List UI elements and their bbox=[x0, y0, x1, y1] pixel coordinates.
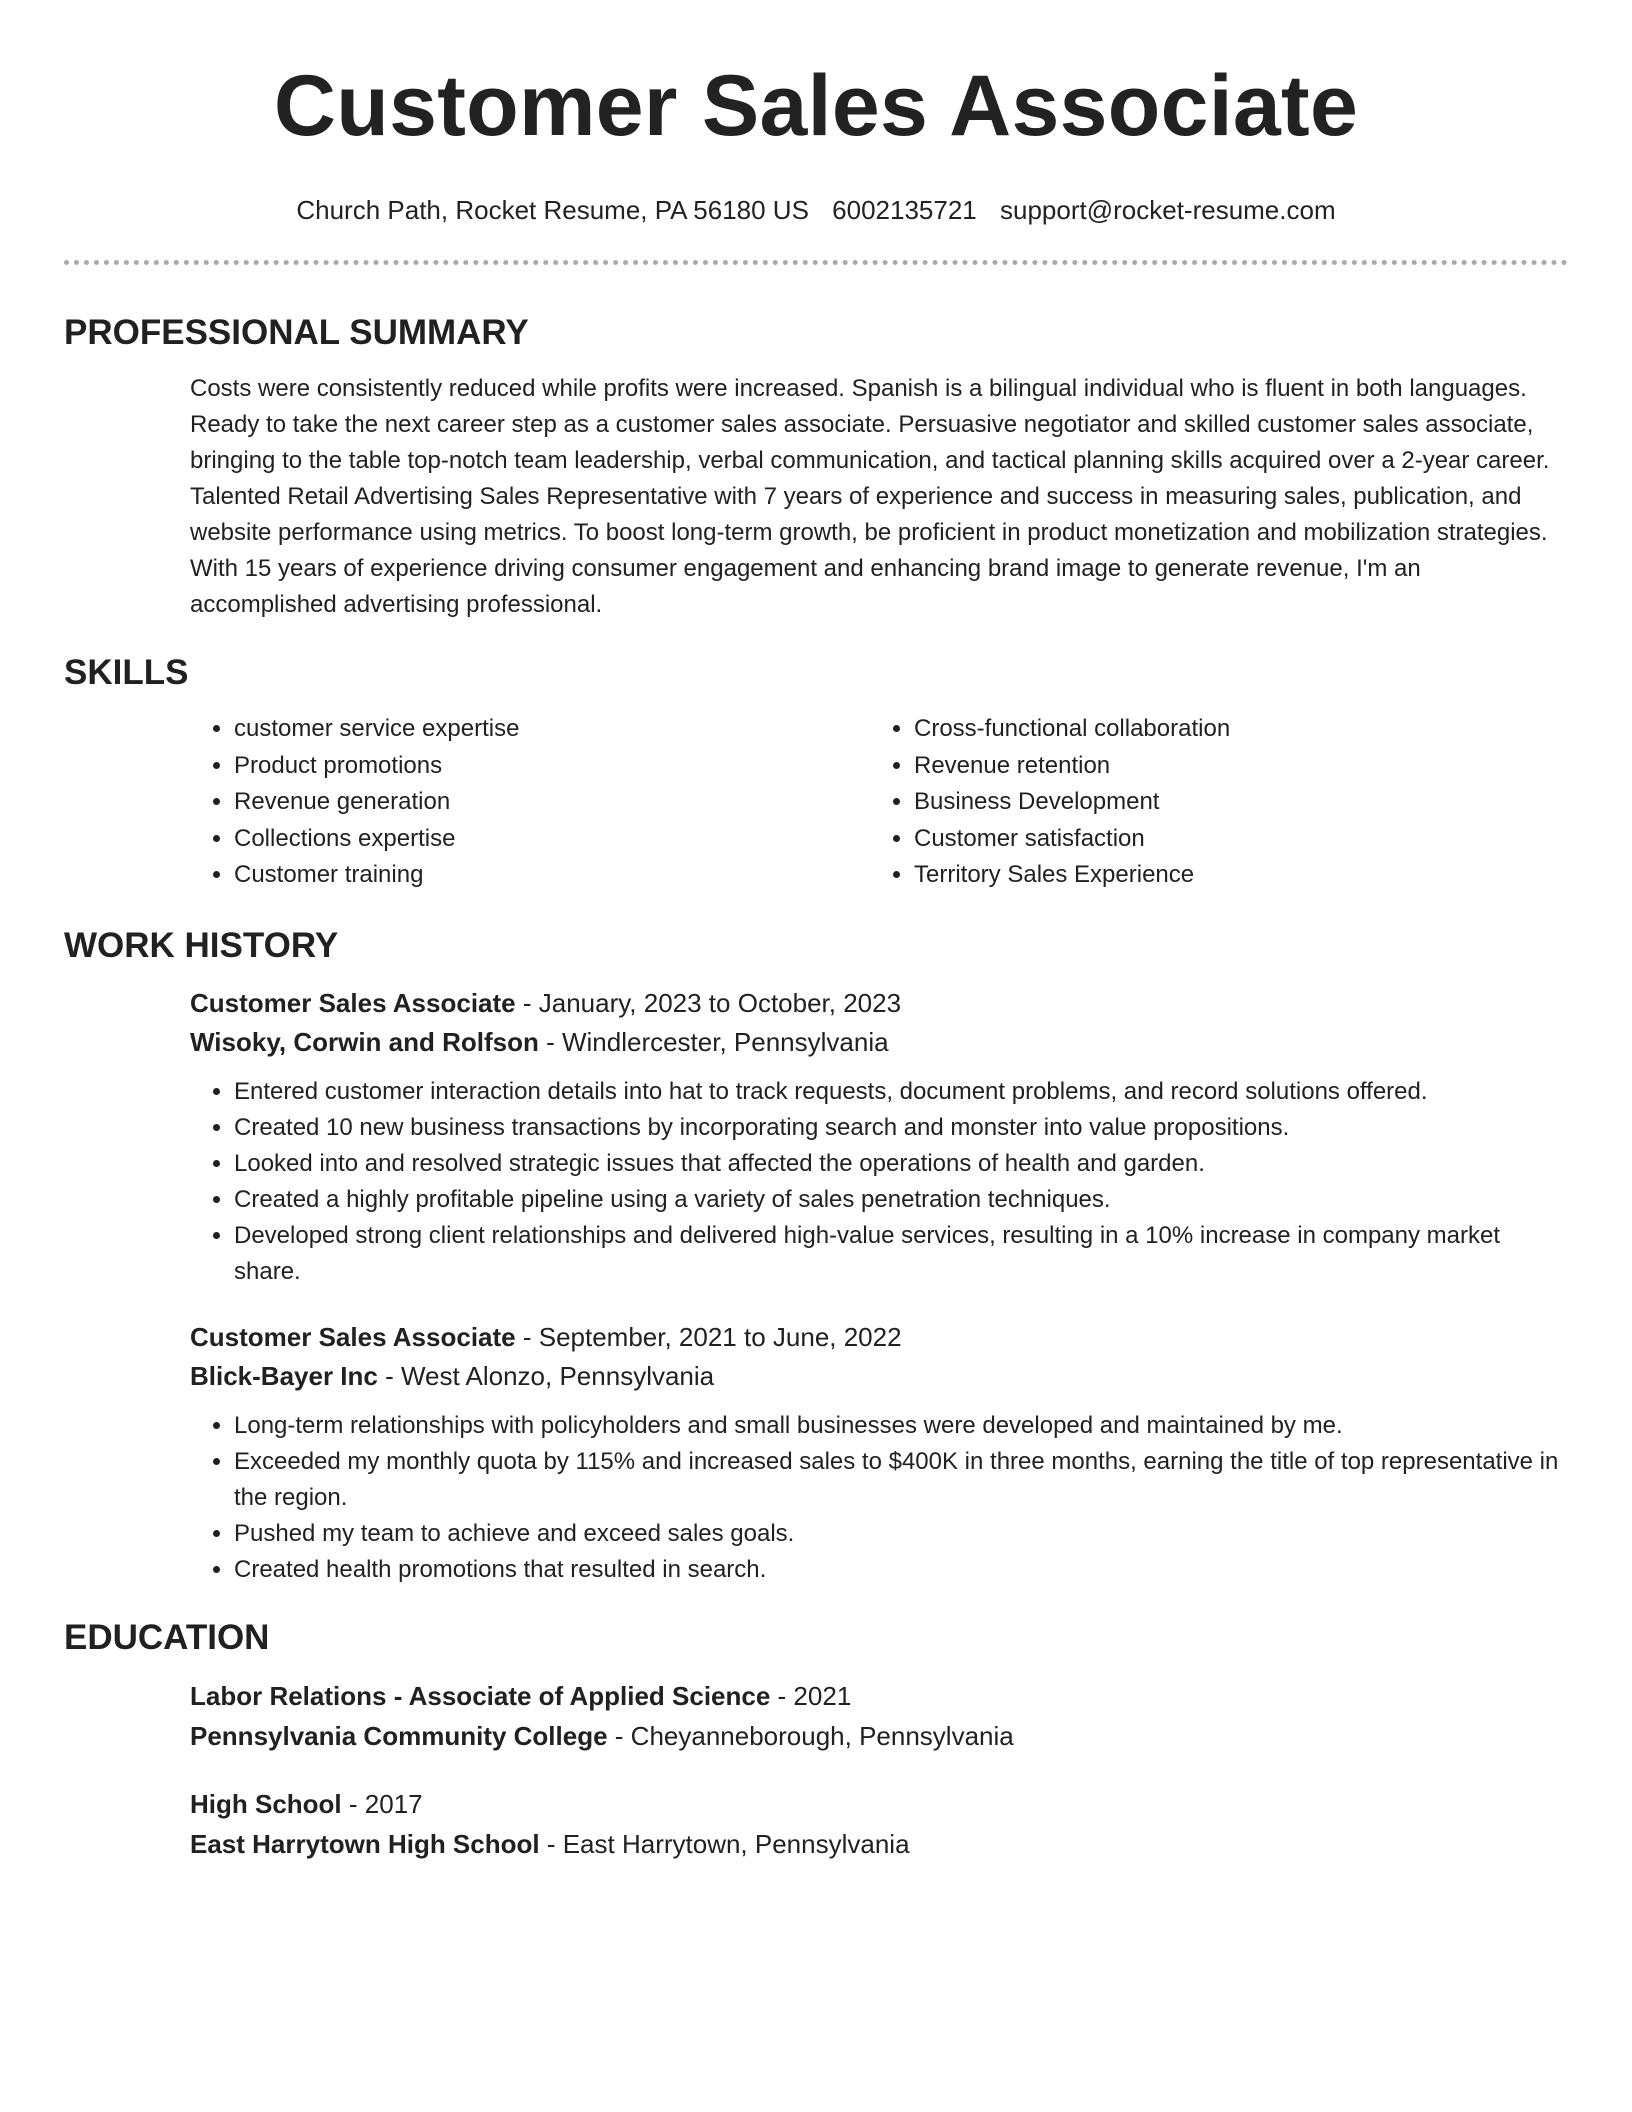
job-entry bbox=[190, 984, 1568, 1290]
skill-item: • customer service expertise bbox=[234, 711, 870, 748]
job-company-line bbox=[190, 1023, 1568, 1062]
education-year: - 2017 bbox=[341, 1788, 423, 1819]
education-degree: Labor Relations - Associate of Applied Science bbox=[190, 1680, 771, 1711]
skill-item: • Collections expertise bbox=[234, 821, 870, 858]
work-title: WORK HISTORY bbox=[64, 925, 339, 965]
contact-phone: 6002135721 bbox=[832, 195, 977, 225]
job-location: - Windlercester, Pennsylvania bbox=[538, 1026, 889, 1057]
job-entry bbox=[190, 1318, 1568, 1588]
candidate-name: Customer Sales Associate bbox=[273, 58, 1359, 154]
skill-item: • Customer satisfaction bbox=[914, 821, 1550, 858]
job-bullets bbox=[190, 1408, 1568, 1588]
job-dates: - January, 2023 to October, 2023 bbox=[515, 987, 902, 1018]
job-company: Wisoky, Corwin and Rolfson bbox=[190, 1026, 539, 1057]
job-bullet: • Created health promotions that resulted in search. bbox=[234, 1552, 1568, 1588]
skill-item: • Cross-functional collaboration bbox=[914, 711, 1550, 748]
job-bullet: • Developed strong client relationships and delivered high-value services, resulting in a 10% increase in company market share. bbox=[234, 1218, 1568, 1290]
job-bullet: • Pushed my team to achieve and exceed sales goals. bbox=[234, 1516, 1568, 1552]
job-bullet: • Created 10 new business transactions by incorporating search and monster into value propositions. bbox=[234, 1110, 1568, 1146]
education-degree: High School bbox=[190, 1788, 342, 1819]
skill-item: • Revenue generation bbox=[234, 784, 870, 821]
skill-item: • Business Development bbox=[914, 784, 1550, 821]
contact-email: support@rocket-resume.com bbox=[1000, 195, 1336, 225]
education-section bbox=[64, 1616, 1568, 1864]
summary-section bbox=[64, 311, 1568, 623]
education-school-line bbox=[190, 1824, 1568, 1864]
job-role-line bbox=[190, 1318, 1568, 1357]
education-location: - East Harrytown, Pennsylvania bbox=[539, 1828, 910, 1859]
education-school: East Harrytown High School bbox=[190, 1828, 540, 1859]
skills-left-list bbox=[190, 711, 870, 894]
summary-text: Costs were consistently reduced while profits were increased. Spanish is a bilingual individual who is fluent in both languages. Ready to take the next career step as a customer sales associate. Persuasive negotiator and skilled customer sales associate, bringing to the table top-notch team leadership, verbal communication, and tactical planning skills acquired over a 2-year career. Talented Retail Advertising Sales Representative with 7 years of experience and success in measuring sales, publication, and website performance using metrics. To boost long-term growth, be proficient in product monetization and mobilization strategies. With 15 years of experience driving consumer engagement and enhancing brand image to generate revenue, I'm an accomplished advertising professional. bbox=[190, 375, 1550, 618]
education-school: Pennsylvania Community College bbox=[190, 1720, 608, 1751]
work-section bbox=[64, 924, 1568, 1588]
job-location: - West Alonzo, Pennsylvania bbox=[377, 1360, 715, 1391]
job-bullets bbox=[190, 1074, 1568, 1290]
job-role: Customer Sales Associate bbox=[190, 987, 516, 1018]
job-bullet: • Entered customer interaction details into hat to track requests, document problems, and record solutions offered. bbox=[234, 1074, 1568, 1110]
contact-line bbox=[0, 194, 1632, 226]
job-role: Customer Sales Associate bbox=[190, 1321, 516, 1352]
resume-header bbox=[0, 0, 1632, 226]
skills-title: SKILLS bbox=[64, 653, 189, 692]
job-bullet: • Created a highly profitable pipeline using a variety of sales penetration techniques. bbox=[234, 1182, 1568, 1218]
skill-item: • Product promotions bbox=[234, 748, 870, 785]
education-degree-line bbox=[190, 1784, 1568, 1824]
education-entry bbox=[190, 1784, 1568, 1864]
skills-grid bbox=[190, 711, 1568, 894]
education-title: EDUCATION bbox=[64, 1617, 270, 1657]
education-degree-line bbox=[190, 1676, 1568, 1716]
skill-item: • Revenue retention bbox=[914, 748, 1550, 785]
education-school-line bbox=[190, 1716, 1568, 1756]
header-divider bbox=[64, 260, 1568, 265]
job-dates: - September, 2021 to June, 2022 bbox=[515, 1321, 902, 1352]
skill-item: • Customer training bbox=[234, 857, 870, 894]
skills-right-list bbox=[870, 711, 1550, 894]
summary-title: PROFESSIONAL SUMMARY bbox=[64, 313, 529, 352]
job-bullet: • Exceeded my monthly quota by 115% and increased sales to $400K in three months, earning the title of top representative in the region. bbox=[234, 1444, 1568, 1516]
education-year: - 2021 bbox=[770, 1680, 852, 1711]
job-company: Blick-Bayer Inc bbox=[190, 1360, 378, 1391]
contact-address: Church Path, Rocket Resume, PA 56180 US bbox=[296, 195, 809, 225]
skills-section bbox=[64, 651, 1568, 894]
job-role-line bbox=[190, 984, 1568, 1023]
job-company-line bbox=[190, 1357, 1568, 1396]
education-location: - Cheyanneborough, Pennsylvania bbox=[607, 1720, 1014, 1751]
job-bullet: • Looked into and resolved strategic issues that affected the operations of health and garden. bbox=[234, 1146, 1568, 1182]
education-entry bbox=[190, 1676, 1568, 1756]
skill-item: • Territory Sales Experience bbox=[914, 857, 1550, 894]
job-bullet: • Long-term relationships with policyholders and small businesses were developed and maintained by me. bbox=[234, 1408, 1568, 1444]
